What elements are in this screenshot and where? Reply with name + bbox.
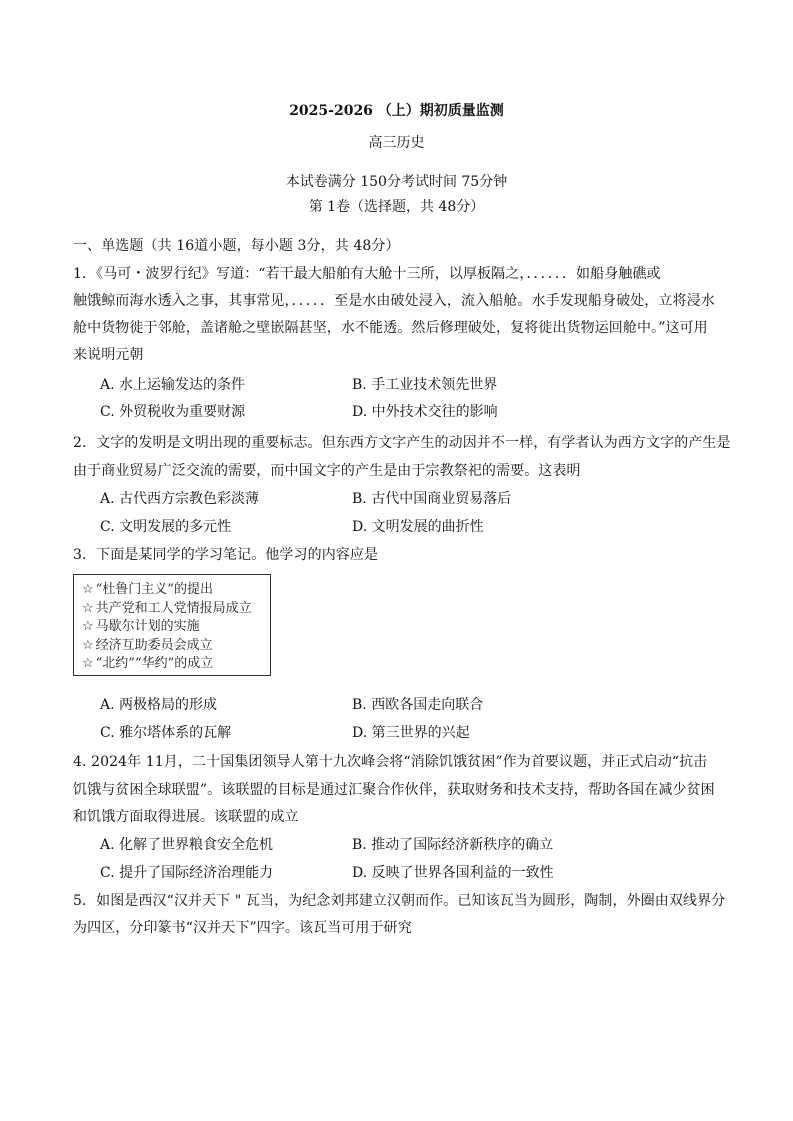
q1-option-a[interactable]: A. 水上运输发达的条件 (100, 377, 246, 393)
q3-option-d[interactable]: D. 第三世界的兴起 (352, 725, 470, 741)
q1-text-line: 1．《马可・波罗行纪》写道：“若干最大船舶有大舱十三所，以厚板隔之，．．．．．．如船身触礁或 (73, 266, 661, 282)
q2-text-line: 由于商业贸易广泛交流的需要，而中国文字的产生是由于宗教祭祀的需要。这表明 (73, 463, 581, 479)
q2-option-a[interactable]: A. 古代西方宗教色彩淡薄 (100, 491, 260, 507)
study-notes-box (73, 574, 271, 676)
q2-text-line: 2．文字的发明是文明出现的重要标志。但东西方文字产生的动因并不一样，有学者认为西方文字的产生是 (73, 435, 731, 451)
q1-option-d[interactable]: D. 中外技术交往的影响 (352, 404, 498, 420)
q2-option-d[interactable]: D. 文明发展的曲折性 (352, 519, 484, 535)
q3-option-b[interactable]: B. 西欧各国走向联合 (352, 697, 484, 713)
star-icon: ☆ (82, 637, 94, 653)
star-icon: ☆ (82, 656, 94, 671)
q4-option-b[interactable]: B. 推动了国际经济新秩序的确立 (352, 837, 554, 853)
q3-option-c[interactable]: C. 雅尔塔体系的瓦解 (100, 725, 232, 741)
note-item: ☆ 马歇尔计划的实施 (82, 619, 200, 634)
note-item: ☆ 共产党和工人党情报局成立 (82, 600, 252, 616)
note-item: ☆ “杜鲁门主义”的提出 (82, 582, 213, 597)
exam-title: 2025-2026 （上）期初质量监测 (289, 103, 504, 119)
q1-text-line: 触饿鲸而海水透入之事，其事常见，．．．．．至是水由破处浸入，流入船舱。水手发现船身破处，立将浸水 (73, 293, 715, 309)
q4-text-line: 4. 2024年 11月，二十国集团领导人第十九次峰会将“消除饥饿贫困”作为首要议题，并正式启动“抗击 (73, 754, 708, 770)
section-heading: 一、单选题（共 16道小题，每小题 3分，共 48分） (73, 238, 400, 254)
subject-title: 高三历史 (368, 135, 425, 151)
q1-option-b[interactable]: B. 手工业技术领先世界 (352, 377, 498, 393)
q1-text-line: 舱中货物徙于邻舱，盖诸舱之壁嵌隔甚坚，水不能透。然后修理破处，复将徙出货物运回舱中。”这可用 (73, 320, 708, 336)
note-item: ☆ 经济互助委员会成立 (82, 637, 213, 653)
q3-option-a[interactable]: A. 两极格局的形成 (100, 697, 218, 713)
q5-text-line: 为四区，分印篆书“汉并天下”四字。该瓦当可用于研究 (73, 920, 412, 936)
q4-text-line: 饥饿与贫困全球联盟”。该联盟的目标是通过汇聚合作伙伴，获取财务和技术支持，帮助各国在减少贫困 (73, 782, 715, 798)
star-icon: ☆ (82, 582, 94, 597)
exam-info: 本试卷满分 150分考试时间 75分钟 (285, 174, 508, 190)
q4-text-line: 和饥饿方面取得进展。该联盟的成立 (73, 809, 299, 825)
q2-option-c[interactable]: C. 文明发展的多元性 (100, 519, 232, 535)
q4-option-d[interactable]: D. 反映了世界各国利益的一致性 (352, 865, 554, 881)
q1-text-line: 来说明元朝 (73, 347, 144, 363)
star-icon: ☆ (82, 619, 94, 634)
volume-title: 第 1卷（选择题，共 48分） (308, 199, 485, 215)
q5-text-line: 5．如图是西汉“汉并天下 " 瓦当，为纪念刘邦建立汉朝而作。已知该瓦当为圆形，陶制，外圈由双线界分 (73, 893, 726, 909)
q4-option-a[interactable]: A. 化解了世界粮食安全危机 (100, 837, 274, 853)
q1-option-c[interactable]: C. 外贸税收为重要财源 (100, 404, 246, 420)
q3-text-line: 3．下面是某同学的学习笔记。他学习的内容应是 (73, 547, 379, 563)
star-icon: ☆ (82, 600, 94, 616)
q4-option-c[interactable]: C. 提升了国际经济治理能力 (100, 865, 274, 881)
q2-option-b[interactable]: B. 古代中国商业贸易落后 (352, 491, 512, 507)
note-item: ☆ “北约”“华约”的成立 (82, 656, 214, 671)
